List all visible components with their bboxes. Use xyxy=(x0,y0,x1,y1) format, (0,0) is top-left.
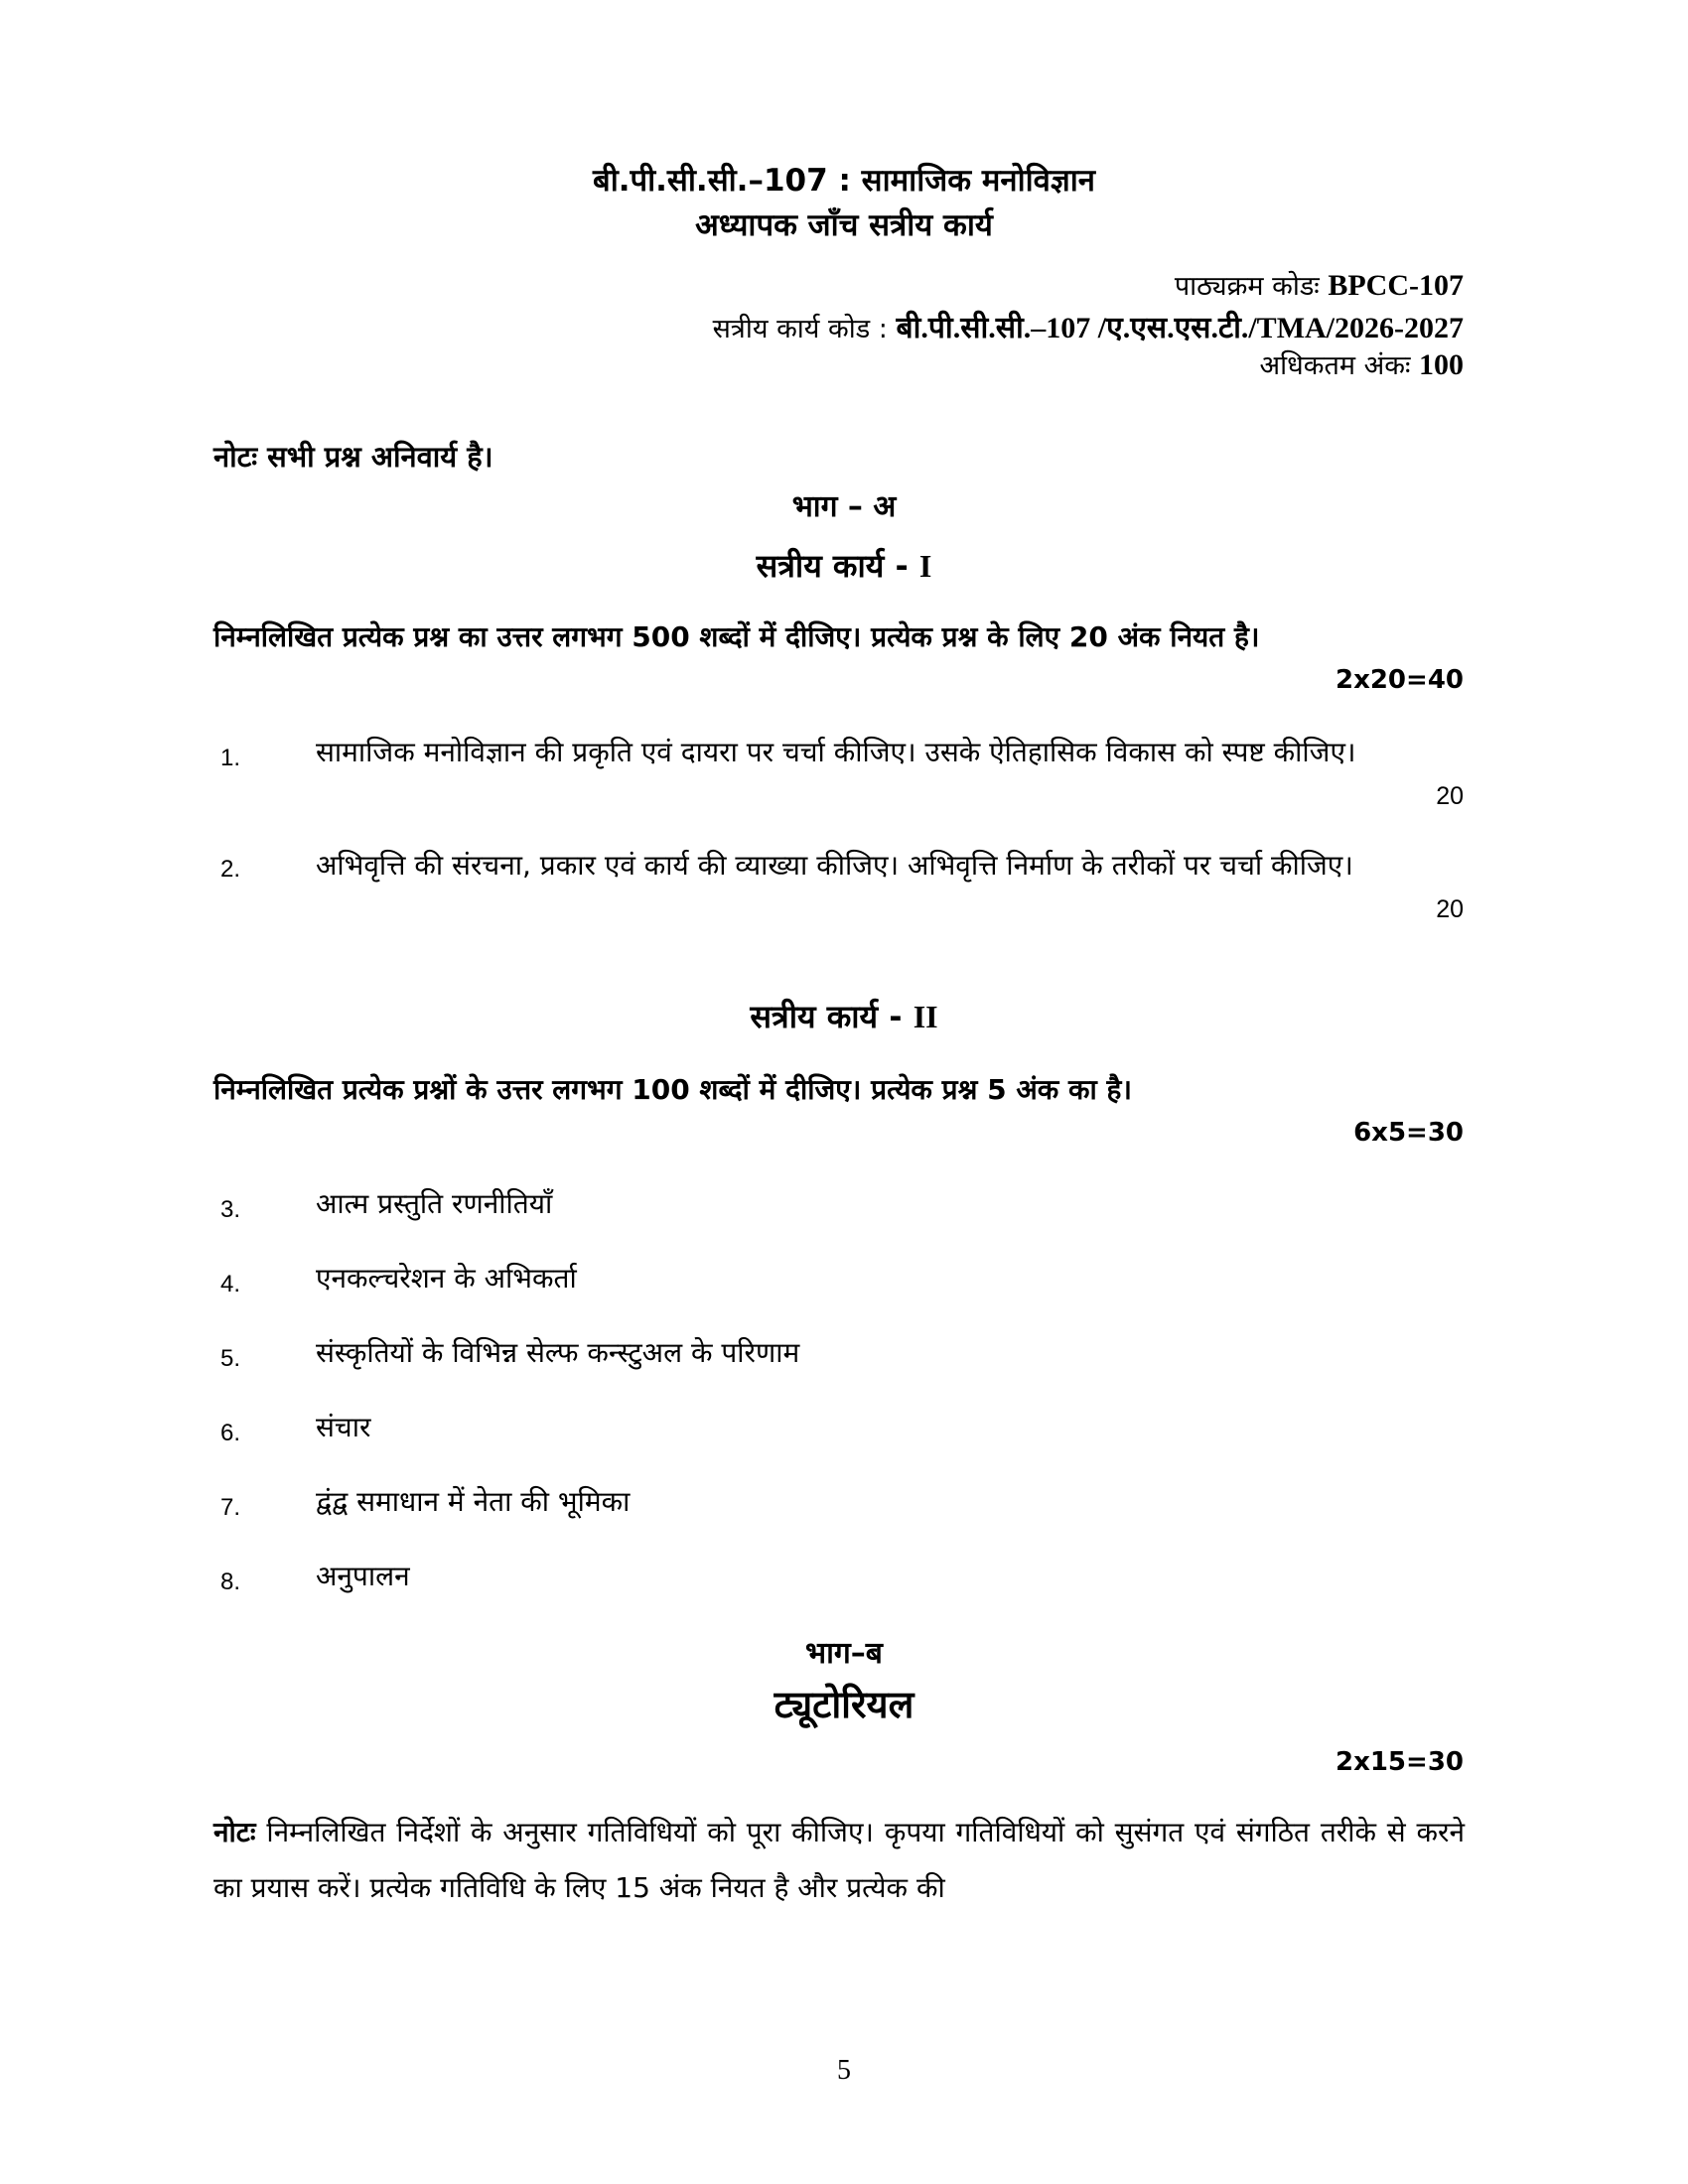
question-number: 5. xyxy=(220,1345,241,1372)
max-marks-label: अधिकतम अंकः xyxy=(1259,350,1411,381)
part-b-subheading: ट्यूटोरियल xyxy=(774,1683,914,1726)
question-number: 8. xyxy=(220,1569,241,1595)
assignment-code-label: सत्रीय कार्य कोड : xyxy=(712,314,888,344)
assignment-1-heading xyxy=(0,544,1688,587)
assignment-code: बी.पी.सी.सी.–107 /ए.एस.एस.टी./TMA/2026-2027 xyxy=(896,312,1464,344)
course-code-label: पाठ्यक्रम कोडः xyxy=(1174,271,1320,302)
tutorial-note-label: नोटः xyxy=(213,1816,256,1848)
question-text: द्वंद्व समाधान में नेता की भूमिका xyxy=(316,1485,631,1518)
max-marks: 100 xyxy=(1419,348,1464,381)
general-note: नोटः सभी प्रश्न अनिवार्य है। xyxy=(213,440,493,474)
assignment-2-heading-num: II xyxy=(913,999,938,1034)
assignment-1-heading-text: सत्रीय कार्य - xyxy=(756,547,909,585)
assignment-1-marks: 2x20=40 xyxy=(1335,665,1464,695)
tutorial-note xyxy=(213,1805,1465,1916)
assignment-2-heading xyxy=(0,995,1688,1037)
document-subtitle: अध्यापक जाँच सत्रीय कार्य xyxy=(695,207,993,243)
assignment-2-instruction: निम्नलिखित प्रत्येक प्रश्नों के उत्तर लगभग 100 शब्दों में दीजिए। प्रत्येक प्रश्न 5 अंक का है। xyxy=(213,1073,1133,1106)
question-text: संस्कृतियों के विभिन्न सेल्फ कन्स्टुअल के परिणाम xyxy=(316,1336,800,1369)
tutorial-note-text: निम्नलिखित निर्देशों के अनुसार गतिविधियों को पूरा कीजिए। कृपया गतिविधियों को सुसंगत एवं संगठित तरीके से करने का प्रयास करें। प्रत्येक गतिविधि के लिए 15 अंक नियत है और प्रत्येक की xyxy=(213,1816,1465,1904)
document-title: बी.पी.सी.सी.–107 : सामाजिक मनोविज्ञान xyxy=(593,163,1095,199)
question-marks: 20 xyxy=(1436,895,1464,923)
page-number: 5 xyxy=(837,2055,851,2086)
question-number: 7. xyxy=(220,1494,241,1521)
max-marks-line xyxy=(1260,345,1465,382)
question-number: 2. xyxy=(220,856,241,883)
question-text: सामाजिक मनोविज्ञान की प्रकृति एवं दायरा पर चर्चा कीजिए। उसके ऐतिहासिक विकास को स्पष्ट कीजिए। xyxy=(316,736,1356,768)
question-number: 1. xyxy=(220,745,241,771)
question-text: अनुपालन xyxy=(316,1560,410,1592)
assignment-2-marks: 6x5=30 xyxy=(1353,1118,1464,1148)
part-b-marks: 2x15=30 xyxy=(1335,1747,1464,1777)
question-text: अभिवृत्ति की संरचना, प्रकार एवं कार्य की व्याख्या कीजिए। अभिवृत्ति निर्माण के तरीकों पर चर्चा कीजिए। xyxy=(316,849,1353,882)
course-code-line xyxy=(1175,266,1464,303)
assignment-1-heading-num: I xyxy=(918,548,932,584)
question-number: 3. xyxy=(220,1196,241,1223)
part-a-heading: भाग – अ xyxy=(791,489,897,524)
assignment-2-heading-text: सत्रीय कार्य - xyxy=(750,998,903,1035)
question-text: संचार xyxy=(316,1411,371,1443)
question-marks: 20 xyxy=(1436,782,1464,810)
question-number: 6. xyxy=(220,1420,241,1446)
question-text: एनकल्चरेशन के अभिकर्ता xyxy=(316,1262,577,1295)
question-text: आत्म प्रस्तुति रणनीतियाँ xyxy=(316,1187,553,1220)
assignment-code-line xyxy=(713,306,1464,346)
question-number: 4. xyxy=(220,1271,241,1297)
assignment-1-instruction: निम्नलिखित प्रत्येक प्रश्न का उत्तर लगभग 500 शब्दों में दीजिए। प्रत्येक प्रश्न के लिए 20 अंक नियत है। xyxy=(213,620,1260,653)
part-b-heading: भाग–ब xyxy=(805,1636,883,1671)
course-code: BPCC-107 xyxy=(1328,269,1464,302)
